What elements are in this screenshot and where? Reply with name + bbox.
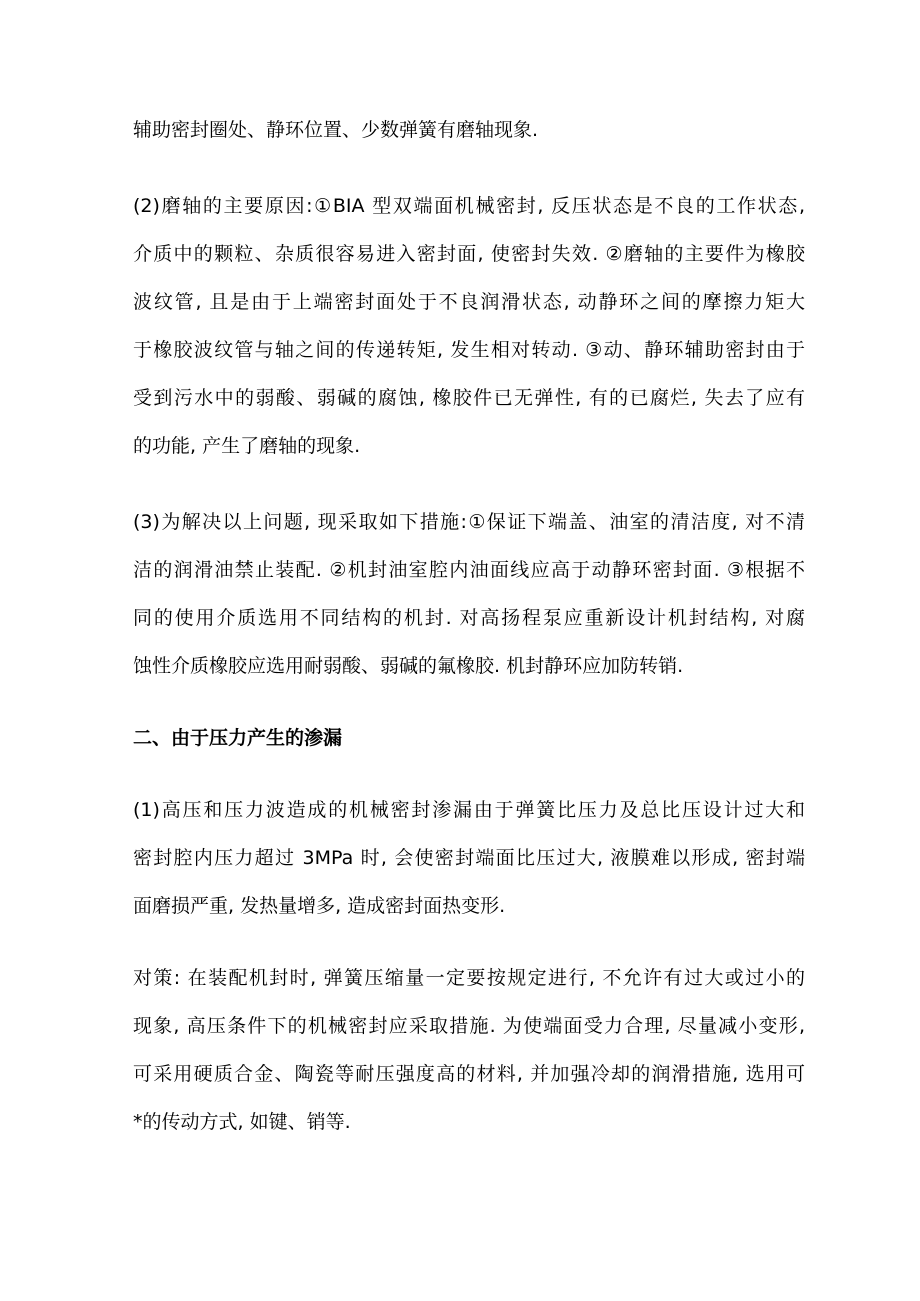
section-heading: 二、由于压力产生的渗漏: [133, 727, 343, 749]
text-line: 介质中的颗粒、杂质很容易进入密封面, 使密封失效. ②磨轴的主要件为橡胶: [133, 243, 805, 265]
text-line: 于橡胶波纹管与轴之间的传递转矩, 发生相对转动. ③动、静环辅助密封由于: [133, 339, 805, 361]
text-line: (3)为解决以上问题, 现采取如下措施:①保证下端盖、油室的清洁度, 对不清: [133, 511, 805, 533]
text-line: 密封腔内压力超过 3MPa 时, 会使密封端面比压过大, 液膜难以形成, 密封端: [133, 847, 805, 869]
text-line: (1)高压和压力波造成的机械密封渗漏由于弹簧比压力及总比压设计过大和: [133, 799, 805, 821]
text-line: 同的使用介质选用不同结构的机封. 对高扬程泵应重新设计机封结构, 对腐: [133, 607, 805, 629]
text-line: (2)磨轴的主要原因:①BIA 型双端面机械密封, 反压状态是不良的工作状态,: [133, 195, 805, 217]
text-line: *的传动方式, 如键、销等.: [133, 1111, 351, 1133]
text-line: 受到污水中的弱酸、弱碱的腐蚀, 橡胶件已无弹性, 有的已腐烂, 失去了应有: [133, 387, 805, 409]
text-line: 辅助密封圈处、静环位置、少数弹簧有磨轴现象.: [133, 119, 539, 141]
text-line: 现象, 高压条件下的机械密封应采取措施. 为使端面受力合理, 尽量减小变形,: [133, 1015, 805, 1037]
text-line: 的功能, 产生了磨轴的现象.: [133, 435, 361, 457]
text-line: 波纹管, 且是由于上端密封面处于不良润滑状态, 动静环之间的摩擦力矩大: [133, 291, 805, 313]
text-line: 洁的润滑油禁止装配. ②机封油室腔内油面线应高于动静环密封面. ③根据不: [133, 559, 805, 581]
text-line: 面磨损严重, 发热量增多, 造成密封面热变形.: [133, 895, 506, 917]
text-line: 可采用硬质合金、陶瓷等耐压强度高的材料, 并加强冷却的润滑措施, 选用可: [133, 1063, 805, 1085]
text-line: 蚀性介质橡胶应选用耐弱酸、弱碱的氟橡胶. 机封静环应加防转销.: [133, 655, 684, 677]
text-line: 对策: 在装配机封时, 弹簧压缩量一定要按规定进行, 不允许有过大或过小的: [133, 967, 805, 989]
